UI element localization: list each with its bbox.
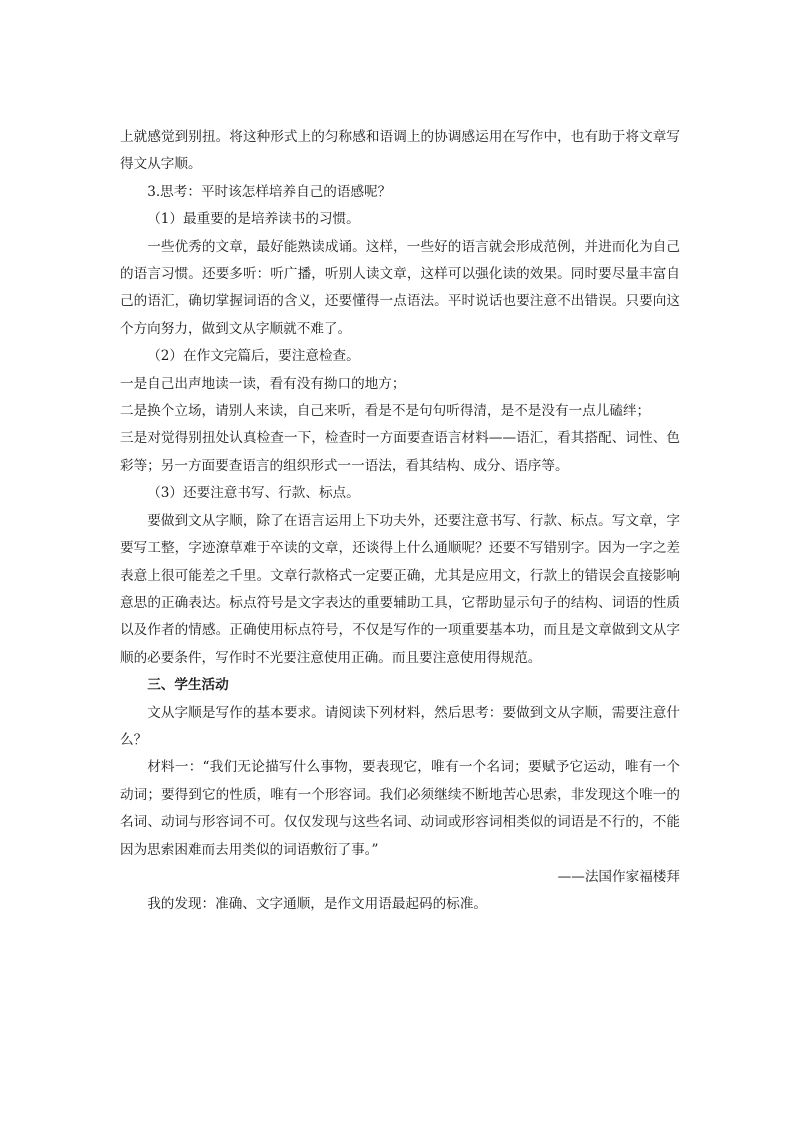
point-3-body: 要做到文从字顺，除了在语言运用上下功夫外，还要注意书写、行款、标点。写文章，字要写工整，字迹潦草难于卒读的文章，还谈得上什么通顺呢？还要不写错别字。因为一字之差表意上很可能差之千里。文章行款格式一定要正确，尤其是应用文，行款上的错误会直接影响意思的正确表达。标点符号是文字表达的重要辅助工具，它帮助显示句子的结构、词语的性质以及作者的情感。正确使用标点符号，不仅是写作的一项重要基本功，而且是文章做到文从字顺的必要条件，写作时不光要注意使用正确。而且要注意使用得规范。 [120,512,680,666]
quote-attribution: ——法国作家福楼拜 [557,868,680,885]
my-discovery: 我的发现：准确、文字通顺，是作文用语最起码的标准。 [147,896,488,913]
point-1-body: 一些优秀的文章，最好能熟读成诵。这样，一些好的语言就会形成范例，并进而化为自己的语言习惯。还要多听：听广播，听别人读文章，这样可以强化读的效果。同时要尽量丰富自己的语汇，确切掌握词语的含义，还要懂得一点语法。平时说话也要注意不出错误。只要向这个方向努力，做到文从字顺就不难了。 [120,238,680,337]
document-page [120,124,680,919]
point-2-item-3: 三是对觉得别扭处认真检查一下，检查时一方面要查语言材料——语汇，看其搭配、词性、色彩等；另一方面要查语言的组织形式一一语法，看其结构、成分、语序等。 [120,430,680,474]
paragraph-continuation: 上就感觉到别扭。将这种形式上的匀称感和语调上的协调感运用在写作中，也有助于将文章写得文从字顺。 [120,129,680,173]
section-heading-student-activity: 三、学生活动 [147,677,229,694]
point-3-heading: （3）还要注意书写、行款、标点。 [147,485,360,502]
activity-intro: 文从字顺是写作的基本要求。请阅读下列材料，然后思考：要做到文从字顺，需要注意什么？ [120,704,680,748]
point-1-heading: （1）最重要的是培养读书的习惯。 [147,211,360,228]
material-one-quote: 材料一：“我们无论描写什么事物，要表现它，唯有一个名词；要赋予它运动，唯有一个动词；要得到它的性质，唯有一个形容词。我们必须继续不断地苦心思索，非发现这个唯一的名词、动词与形容词不可。仅仅发现与这些名词、动词或形容词相类似的词语是不行的，不能因为思索困难而去用类似的词语敷衍了事。” [120,759,680,858]
point-2-item-1: 一是自己出声地读一读，看有没有拗口的地方； [120,375,406,392]
point-2-heading: （2）在作文完篇后，要注意检查。 [147,348,360,365]
question-3: 3.思考：平时该怎样培养自己的语感呢？ [147,183,392,200]
point-2-item-2: 二是换个立场，请别人来读，自己来听，看是不是句句听得清，是不是没有一点儿磕绊； [120,403,651,420]
